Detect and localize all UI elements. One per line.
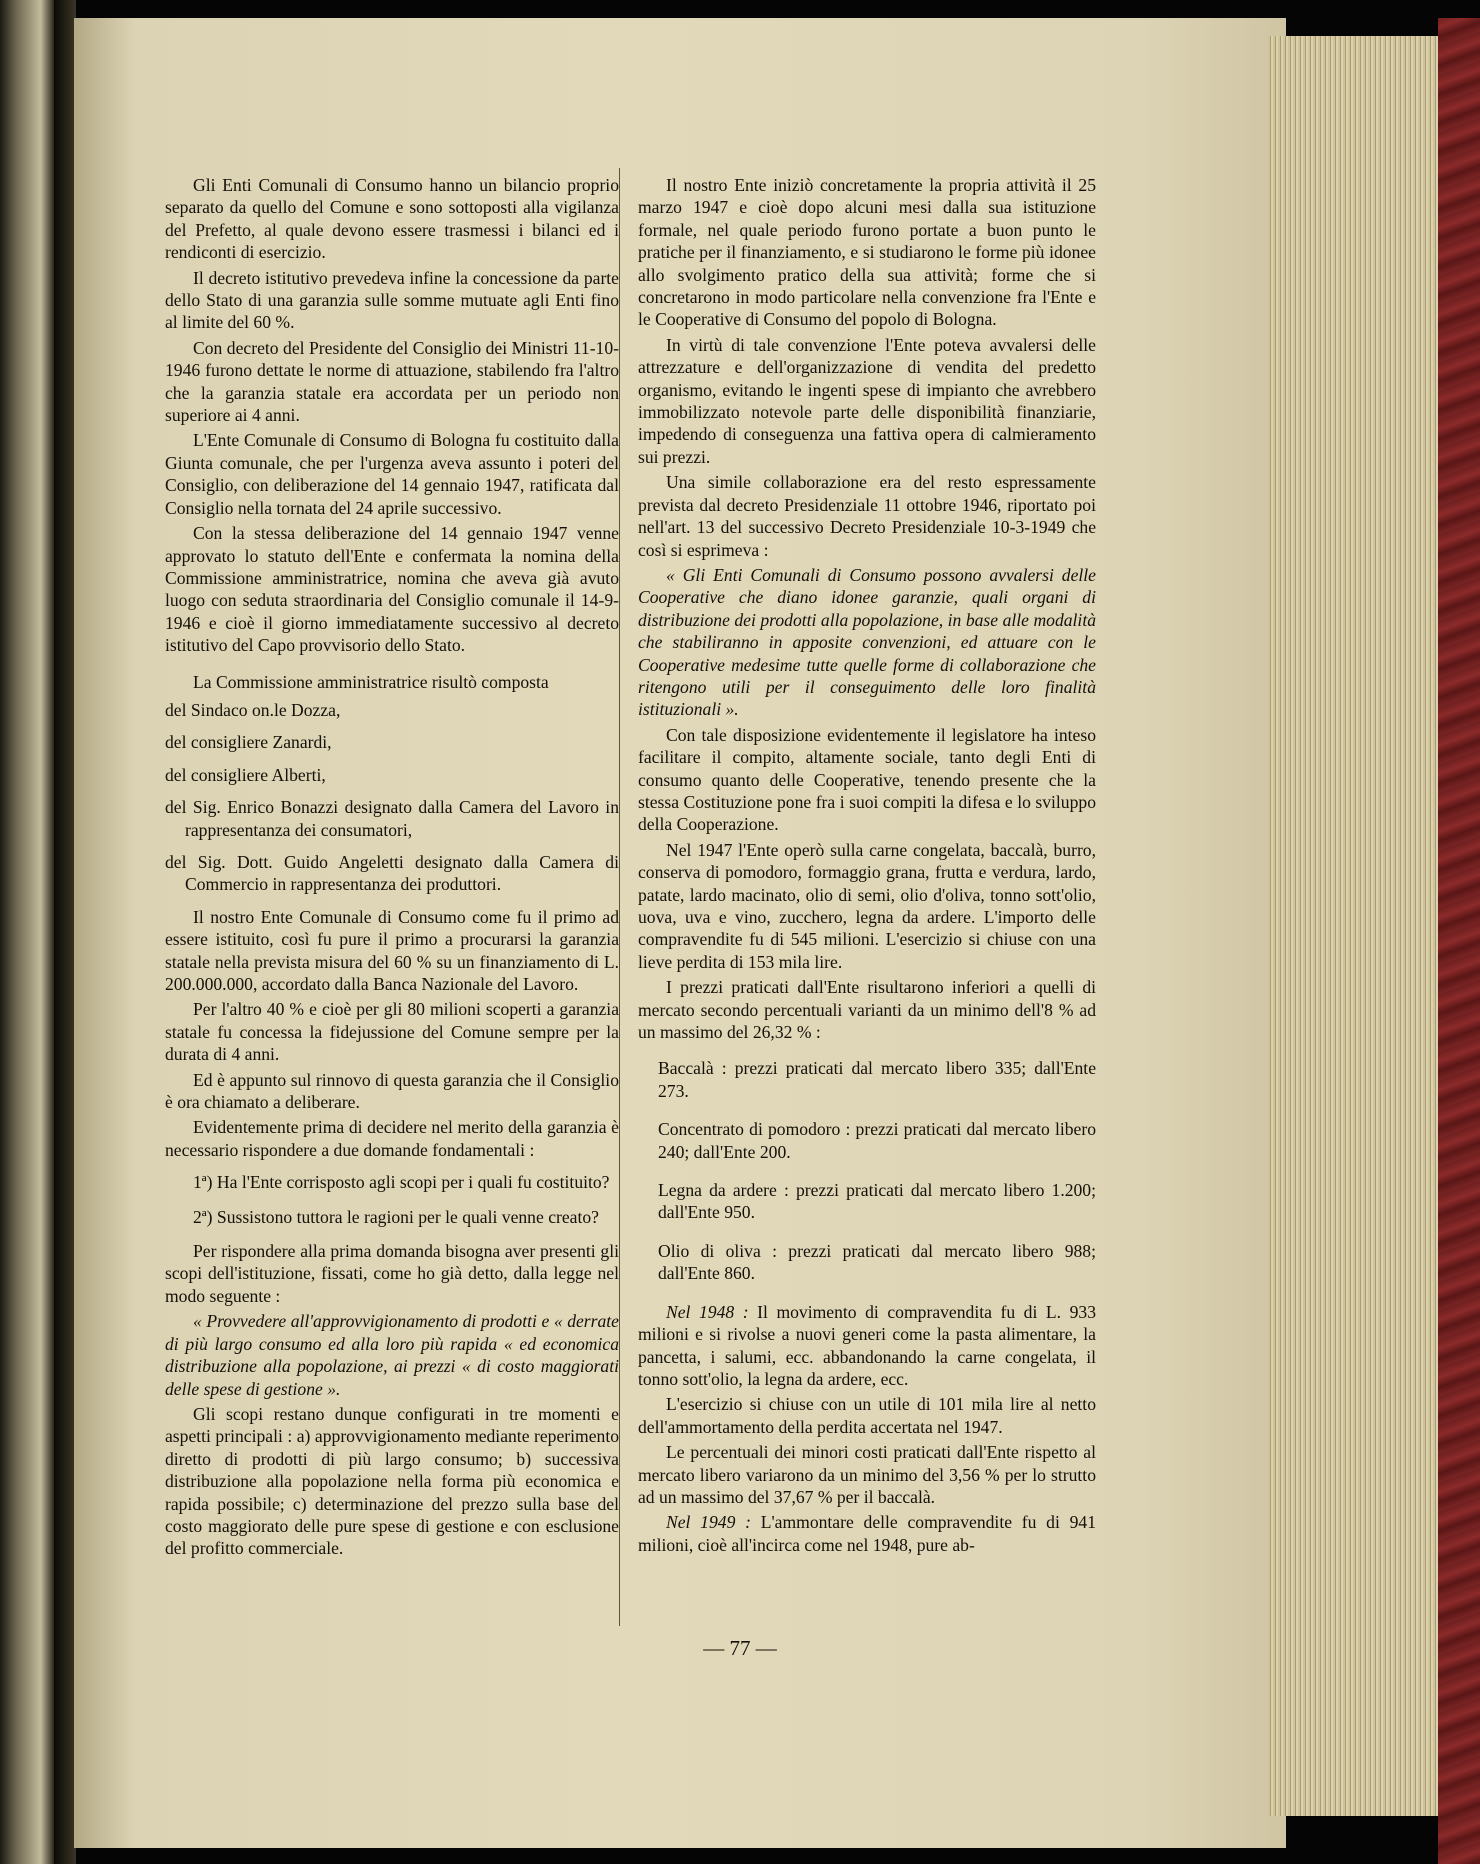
price-comparison: Baccalà : prezzi praticati dal mercato libero 335; dall'Ente 273. bbox=[658, 1058, 1096, 1101]
price-comparison: Legna da ardere : prezzi praticati dal mercato libero 1.200; dall'Ente 950. bbox=[658, 1180, 1096, 1223]
question: 1ª) Ha l'Ente corrisposto agli scopi per i quali fu costituito? bbox=[193, 1172, 610, 1193]
list-item: del consigliere Alberti, bbox=[165, 764, 326, 785]
paragraph: L'esercizio si chiuse con un utile di 101 mila lire al netto dell'ammortamento della perdita accertata nel 1947. bbox=[638, 1394, 1096, 1437]
question: 2ª) Sussistono tuttora le ragioni per le quali venne creato? bbox=[193, 1206, 599, 1227]
paragraph: I prezzi praticati dall'Ente risultarono inferiori a quelli di mercato secondo percentuali varianti da un minimo dell'8 % ad un massimo del 26,32 % : bbox=[638, 977, 1096, 1043]
paragraph-1949 bbox=[638, 1511, 1096, 1556]
left-column bbox=[165, 174, 619, 1563]
left-page-edge bbox=[0, 0, 54, 1864]
paragraph: Per rispondere alla prima domanda bisogna aver presenti gli scopi dell'istituzione, fissati, come ho già detto, dalla legge nel modo seguente : bbox=[165, 1241, 619, 1306]
marbled-cover bbox=[1438, 18, 1480, 1864]
year-label: Nel 1948 : bbox=[666, 1301, 749, 1322]
list-item: del Sindaco on.le Dozza, bbox=[165, 699, 341, 720]
paragraph: Il decreto istitutivo prevedeva infine la concessione da parte dello Stato di una garanzia sulle somme mutuate agli Enti fino al limite del 60 %. bbox=[165, 267, 619, 333]
paragraph: Gli Enti Comunali di Consumo hanno un bilancio proprio separato da quello del Comune e sono sottoposti alla vigilanza del Prefetto, al quale devono essere trasmessi i bilanci ed i rendiconti di esercizio. bbox=[165, 175, 619, 263]
column-divider bbox=[619, 168, 620, 1626]
paragraph: Gli scopi restano dunque configurati in tre momenti e aspetti principali : a) approvvigionamento mediante reperimento diretto di prodotti di più largo consumo; b) successiva distribuzione alla popolazione nella forma più economica e rapida possibile; c) determinazione del prezzo sulla base del costo maggiorato delle pure spese di gestione e con esclusione del profitto commerciale. bbox=[165, 1403, 619, 1559]
paragraph: Una simile collaborazione era del resto espressamente prevista dal decreto Presidenziale 11 ottobre 1946, riportato poi nell'art. 13 del successivo Decreto Presidenziale 10-3-1949 che così si esprimeva : bbox=[638, 472, 1096, 560]
paragraph: Con decreto del Presidente del Consiglio dei Ministri 11-10-1946 furono dettate le norme di attuazione, stabilendo fra l'altro che la garanzia statale era accordata per un periodo non superiore ai 4 anni. bbox=[165, 337, 619, 426]
law-quote: « Provvedere all'approvvigionamento di prodotti e « derrate di più largo consumo ed alla loro più rapida « ed economica distribuzione alla popolazione, ai prezzi « di costo maggiorati delle spese di gestione ». bbox=[165, 1311, 619, 1399]
paragraph: In virtù di tale convenzione l'Ente poteva avvalersi delle attrezzature e dell'organizzazione di vendita del predetto organismo, evitando le ingenti spese di impianto che avrebbero immobilizzato notevole parte delle disponibilità finanziarie, impedendo di conseguenza una fattiva opera di calmieramento sui prezzi. bbox=[638, 334, 1096, 467]
page-edges bbox=[1268, 36, 1440, 1816]
paragraph: L'Ente Comunale di Consumo di Bologna fu costituito dalla Giunta comunale, che per l'urgenza aveva assunto i poteri del Consiglio, con deliberazione del 14 gennaio 1947, ratificata dal Consiglio nella tornata del 24 aprile successivo. bbox=[165, 430, 619, 518]
list-item: del Sig. Enrico Bonazzi designato dalla Camera del Lavoro in rappresentanza dei consumatori, bbox=[165, 797, 619, 840]
paragraph: Le percentuali dei minori costi praticati dall'Ente rispetto al mercato libero variarono da un minimo del 3,56 % per lo strutto ad un massimo del 37,67 % per il baccalà. bbox=[638, 1442, 1096, 1507]
right-column bbox=[638, 174, 1096, 1559]
year-label: Nel 1949 : bbox=[666, 1512, 751, 1533]
decree-quote: « Gli Enti Comunali di Consumo possono avvalersi delle Cooperative che diano idonee garanzie, quali organi di distribuzione dei prodotti alla popolazione, in base alle modalità che stabiliranno in apposite convenzioni, ed attuare con le Cooperative medesime tutte quelle forme di collaborazione che ritengono utili per il conseguimento delle loro finalità istituzionali ». bbox=[638, 564, 1096, 720]
list-item: del Sig. Dott. Guido Angeletti designato dalla Camera di Commercio in rappresentanza dei produttori. bbox=[165, 851, 619, 895]
paragraph: Il nostro Ente iniziò concretamente la propria attività il 25 marzo 1947 e cioè dopo alcuni mesi dalla sua istituzione formale, nel quale periodo furono portate a buon punto le pratiche per il finanziamento, e si studiarono le forme più idonee allo svolgimento pratico della sua attività; forme che si concretarono in modo particolare nella convenzione fra l'Ente e le Cooperative di Consumo del popolo di Bologna. bbox=[638, 175, 1096, 330]
paragraph: Per l'altro 40 % e cioè per gli 80 milioni scoperti a garanzia statale fu concessa la fidejussione del Comune sempre per la durata di 4 anni. bbox=[165, 999, 619, 1065]
paragraph: Con tale disposizione evidentemente il legislatore ha inteso facilitare il compito, altamente sociale, tanto degli Enti di consumo quanto delle Cooperative, tenendo presente che la stessa Costituzione pone fra i suoi compiti la difesa e lo sviluppo della Cooperazione. bbox=[638, 724, 1096, 835]
price-comparison: Olio di oliva : prezzi praticati dal mercato libero 988; dall'Ente 860. bbox=[658, 1240, 1096, 1284]
paragraph: Il nostro Ente Comunale di Consumo come fu il primo ad essere istituito, così fu pure il primo a procurarsi la garanzia statale nella prevista misura del 60 % su un finanziamento di L. 200.000.000, accordato dalla Banca Nazionale del Lavoro. bbox=[165, 906, 619, 994]
paragraph: Con la stessa deliberazione del 14 gennaio 1947 venne approvato lo statuto dell'Ente e confermata la nomina della Commissione amministratrice, nomina che aveva già avuto luogo con seduta straordinaria del Consiglio comunale il 14-9-1946 e cioè il giorno immediatamente successivo al decreto istitutivo del Capo provvisorio dello Stato. bbox=[165, 523, 619, 656]
paragraph-1948 bbox=[638, 1301, 1096, 1391]
commission-member-list bbox=[165, 699, 619, 896]
list-item: del consigliere Zanardi, bbox=[165, 732, 332, 753]
page-number: — 77 — bbox=[703, 1636, 777, 1660]
paragraph: Ed è appunto sul rinnovo di questa garanzia che il Consiglio è ora chiamato a deliberare. bbox=[165, 1069, 619, 1113]
paragraph-text: Il movimento di compravendita fu di L. 933 milioni e si rivolse a nuovi generi come la pasta alimentare, la pancetta, i salumi, ecc. abbandonando la carne congelata, il tonno sott'olio, la legna da ardere, ecc. bbox=[638, 1301, 1096, 1389]
paragraph: Nel 1947 l'Ente operò sulla carne congelata, baccalà, burro, conserva di pomodoro, formaggio grana, frutta e verdura, lardo, patate, lardo macinato, olio di semi, olio d'oliva, tonno sott'olio, uova, uva e vino, zucchero, legna da ardere. L'importo delle compravendite fu di 545 milioni. L'esercizio si chiuse con una lieve perdita di 153 mila lire. bbox=[638, 839, 1096, 972]
book-spine bbox=[54, 0, 76, 1864]
paragraph-text: L'ammontare delle compravendite fu di 941 milioni, cioè all'incirca come nel 1948, pure ab- bbox=[638, 1512, 1096, 1555]
price-comparison: Concentrato di pomodoro : prezzi praticati dal mercato libero 240; dall'Ente 200. bbox=[658, 1119, 1096, 1162]
paragraph: La Commissione amministratrice risultò composta bbox=[193, 671, 549, 692]
paragraph: Evidentemente prima di decidere nel merito della garanzia è necessario rispondere a due domande fondamentali : bbox=[165, 1117, 619, 1160]
